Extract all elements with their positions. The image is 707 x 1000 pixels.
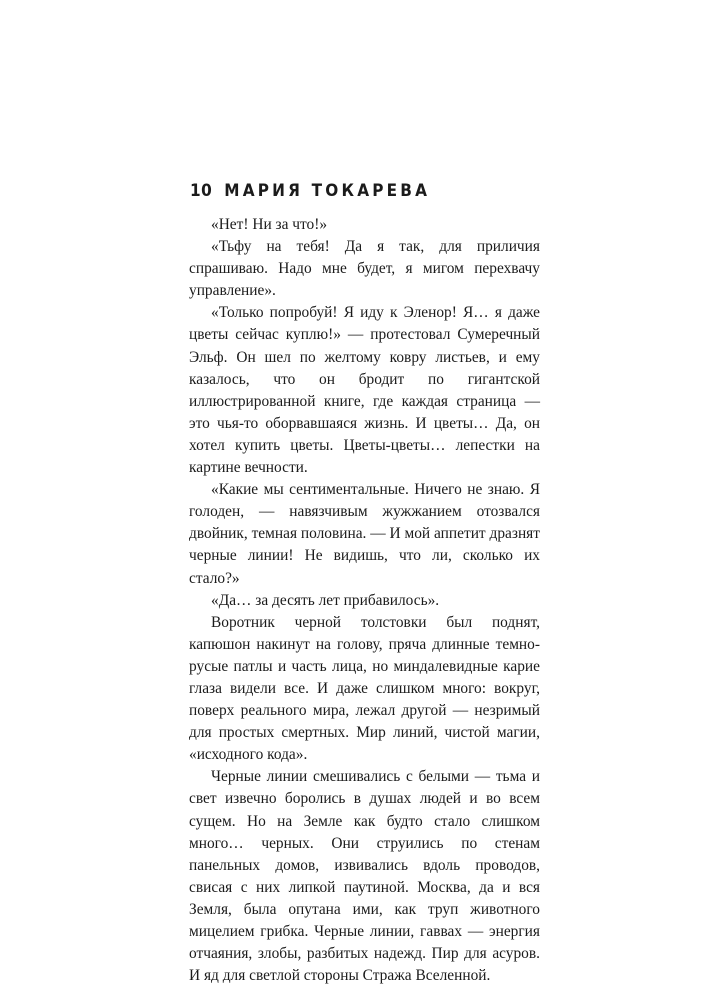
paragraph: Воротник черной толстовки был поднят, капюшон накинут на голову, пряча длинные темно-русые патлы и часть лица, но миндалевидные карие глаза видели все. И даже слишком много: вокруг, поверх реального мира, лежал другой — незримый для простых смертных. Мир линий, чистой магии, «исходного кода». (189, 613, 540, 764)
paragraph: «Да… за десять лет прибавилось». (211, 591, 440, 609)
running-title: МАРИЯ ТОКАРЕВА (224, 181, 431, 201)
page-header (190, 181, 430, 205)
paragraph: «Нет! Ни за что!» (211, 216, 328, 233)
body-text (189, 214, 540, 987)
paragraph: «Тьфу на тебя! Да я так, для приличия спрашиваю. Надо мне будет, я мигом перехвачу управление». (189, 238, 540, 300)
paragraph: «Какие мы сентиментальные. Ничего не знаю. Я голоден, — навязчивым жужжанием отозвался двойник, темная половина. — И мой аппетит дразнят черные линии! Не видишь, что ли, сколько их стало?» (189, 481, 540, 587)
paragraph: «Только попробуй! Я иду к Эленор! Я… я даже цветы сейчас куплю!» — протестовал Сумеречный Эльф. Он шел по желтому ковру листьев, и ему казалось, что он бродит по гигантской иллюстрированной книге, где каждая страница — это чья-то оборвавшаяся жизнь. И цветы… Да, он хотел купить цветы. Цветы-цветы… лепестки на картине вечности. (189, 304, 540, 477)
paragraph: Черные линии смешивались с белыми — тьма и свет извечно боролись в душах людей и во всем сущем. Но на Земле как будто стало слишком много… черных. Они струились по стенам панельных домов, извивались вдоль проводов, свисая с них липкой паутиной. Москва, да и вся Земля, была опутана ими, как труп животного мицелием грибка. Черные линии, гаввах — энергия отчаяния, злобы, разбитых надежд. Пир для асуров. И яд для светлой стороны Стража Вселенной. (189, 768, 540, 985)
page-number: 10 (190, 181, 213, 201)
